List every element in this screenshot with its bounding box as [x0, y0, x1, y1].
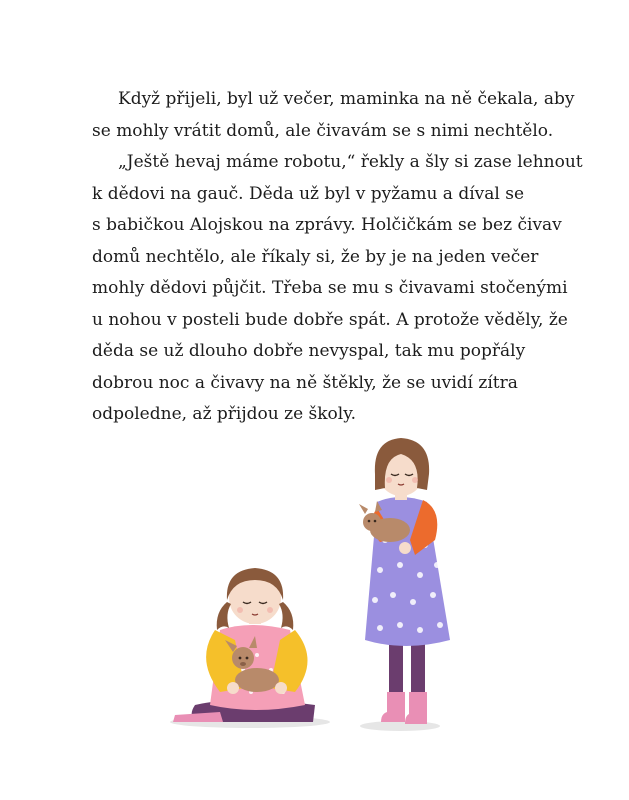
text-line: k dědovi na gauč. Děda už byl v pyžamu a díval se	[92, 183, 525, 204]
text-line: dobrou noc a čivavy na ně štěkly, že se uvidí zítra	[92, 372, 518, 393]
paragraph-2	[92, 147, 583, 431]
text-line: se mohly vrátit domů, ale čivavám se s nimi nechtělo.	[92, 120, 554, 141]
text-line: mohly dědovi půjčit. Třeba se mu s čivavami stočenými	[92, 278, 568, 298]
illustration-girls-with-dogs	[165, 430, 465, 740]
text-line: „Ještě hevaj máme robotu,“ řekly a šly si zase lehnout	[118, 152, 583, 172]
text-line: u nohou v posteli bude dobře spát. A protože věděly, že	[92, 309, 568, 330]
text-line: děda se už dlouho dobře nevyspal, tak mu popřály	[92, 341, 526, 361]
ground-shadow-right	[360, 721, 440, 731]
kneeling-girl-pigtail-right	[279, 602, 293, 630]
kneeling-girl-pigtail-left	[217, 602, 231, 630]
paragraph-1	[92, 84, 575, 147]
story-text	[92, 84, 583, 431]
text-line: Když přijeli, byl už večer, maminka na ně čekala, aby	[118, 89, 575, 109]
text-line: domů nechtělo, ale říkaly si, že by je na jeden večer	[92, 246, 539, 267]
standing-girl-boot-left	[381, 692, 405, 722]
standing-girl	[359, 438, 450, 724]
kneeling-girl	[173, 568, 315, 722]
standing-girl-boot-right	[405, 692, 427, 724]
text-line: odpoledne, až přijdou ze školy.	[92, 404, 356, 424]
kneeling-girl-sock	[173, 712, 223, 722]
illustration-svg	[165, 430, 465, 740]
text-line: s babičkou Alojskou na zprávy. Holčičkám se bez čivav	[92, 215, 562, 235]
standing-girl-hand	[399, 542, 411, 554]
